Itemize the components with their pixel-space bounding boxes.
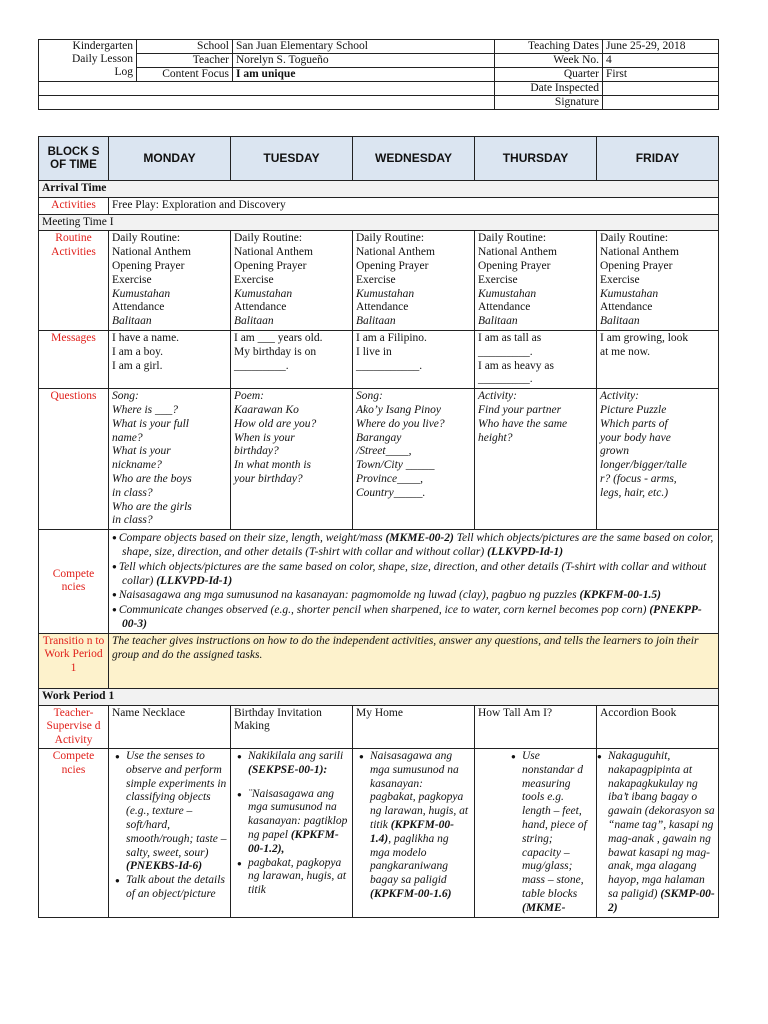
messages-cell-tuesday: I am ___ years old. My birthday is on _________.	[231, 330, 353, 388]
day-header-wednesday: WEDNESDAY	[353, 137, 475, 181]
messages-cell-thursday: I am as tall as _________. I am as heavy as _________.	[475, 330, 597, 388]
routine-cell-friday: Daily Routine: National Anthem Opening Prayer Exercise Kumustahan Attendance Balitaan	[597, 231, 719, 331]
signature-blank	[39, 96, 495, 110]
work-comp-thursday	[475, 749, 597, 918]
teacher-value: Norelyn S. Togueño	[233, 54, 495, 68]
competency-item: ● Naisasagawa ang mga sumusunod na kasanayan: pagmomolde ng luwad (clay), pagbuo ng puzzles (KPKFM-00-1.5)	[112, 588, 715, 603]
tsa-tuesday: Birthday Invitation Making	[231, 705, 353, 749]
tsa-monday: Name Necklace	[109, 705, 231, 749]
teacher-supervised-label: Teacher-Supervise d Activity	[39, 705, 109, 749]
tsa-friday: Accordion Book	[597, 705, 719, 749]
quarter-value: First	[603, 68, 719, 82]
meeting-competencies	[109, 530, 719, 634]
competency-item: ● Use nonstandar d measuring tools e.g. length – feet, hand, piece of string; capacity – mug/glass; mass – stone, table blocks (MKME-	[522, 750, 593, 916]
tsa-thursday: How Tall Am I?	[475, 705, 597, 749]
work-competencies-label: Compete ncies	[39, 749, 109, 918]
meeting-time-heading: Meeting Time I	[39, 214, 719, 231]
routine-cell-tuesday: Daily Routine: National Anthem Opening Prayer Exercise Kumustahan Attendance Balitaan	[231, 231, 353, 331]
day-header-tuesday: TUESDAY	[231, 137, 353, 181]
messages-label: Messages	[39, 330, 109, 388]
competency-item: ● Nakikilala ang sarili (SEKPSE-00-1):	[248, 750, 349, 778]
day-header-monday: MONDAY	[109, 137, 231, 181]
competency-item: ● Naisasagawa ang mga sumusunod na kasanayan: pagbakat, pagkopya ng larawan, hugis, at titik (KPKFM-00-1.4), paglikha ng mga modelo pangkaraniwang bagay sa paligid (KPKFM-00-1.6)	[370, 750, 471, 902]
day-header-thursday: THURSDAY	[475, 137, 597, 181]
content-focus-value: I am unique	[233, 68, 495, 82]
lesson-log-table	[38, 136, 719, 918]
date-inspected-label: Date Inspected	[495, 82, 603, 96]
quarter-label: Quarter	[495, 68, 603, 82]
content-focus-label: Content Focus	[137, 68, 233, 82]
questions-label: Questions	[39, 389, 109, 530]
competency-item: ● Compare objects based on their size, length, weight/mass (MKME-00-2) Tell which objects/pictures are the same based on color, shape, size, direction, and other details (T-shirt with collar and without collar) (LLKVPD-Id-1)	[112, 531, 715, 560]
routine-cell-wednesday: Daily Routine: National Anthem Opening Prayer Exercise Kumustahan Attendance Balitaan	[353, 231, 475, 331]
competency-item: ● Nakaguguhit, nakapagpipinta at nakapagkukulay ng iba’t ibang bagay o gawain (dekorasyon sa “name tag”, kasapi ng mag-anak , gawain ng bawat kasapi ng mag-anak, mga alagang hayop, mga halaman sa paligid) (SKMP-00-2)	[608, 750, 715, 916]
activities-label: Activities	[39, 197, 109, 214]
dll-title: Kindergarten Daily Lesson Log	[39, 40, 137, 82]
header-table	[38, 39, 719, 110]
signature-value	[603, 96, 719, 110]
competency-item: ● Communicate changes observed (e.g., shorter pencil when sharpened, ice to water, corn kernel becomes pop corn) (PNEKPP-00-3)	[112, 603, 715, 632]
inspected-blank	[39, 82, 495, 96]
transition-label: Transitio n to Work Period 1	[39, 633, 109, 688]
blocks-of-time-header: BLOCK S OF TIME	[39, 137, 109, 181]
activities-value: Free Play: Exploration and Discovery	[109, 197, 719, 214]
teaching-dates-label: Teaching Dates	[495, 40, 603, 54]
competency-item: ● pagbakat, pagkopya ng larawan, hugis, at titik	[248, 857, 349, 898]
messages-cell-friday: I am growing, look at me now.	[597, 330, 719, 388]
questions-cell-tuesday: Poem: Kaarawan Ko How old are you? When is your birthday? In what month is your birthday?	[231, 389, 353, 530]
work-comp-friday	[597, 749, 719, 918]
teaching-dates-value: June 25-29, 2018	[603, 40, 719, 54]
competency-item: ● Tell which objects/pictures are the same based on color, shape, size, direction, and other details (T-shirt with collar and without collar) (LLKVPD-Id-1)	[112, 560, 715, 589]
questions-cell-monday: Song: Where is ___? What is your full name? What is your nickname? Who are the boys in class? Who are the girls in class?	[109, 389, 231, 530]
messages-cell-monday: I have a name. I am a boy. I am a girl.	[109, 330, 231, 388]
competency-item: ● ¨Naisasagawa ang mga sumusunod na kasanayan: pagtiklop ng papel (KPKFM-00-1.2),	[248, 788, 349, 857]
routine-cell-thursday: Daily Routine: National Anthem Opening Prayer Exercise Kumustahan Attendance Balitaan	[475, 231, 597, 331]
work-period-heading: Work Period 1	[39, 688, 719, 705]
routine-cell-monday: Daily Routine: National Anthem Opening Prayer Exercise Kumustahan Attendance Balitaan	[109, 231, 231, 331]
week-value: 4	[603, 54, 719, 68]
arrival-time-heading: Arrival Time	[39, 181, 719, 198]
school-value: San Juan Elementary School	[233, 40, 495, 54]
routine-activities-label: Routine Activities	[39, 231, 109, 331]
questions-cell-friday: Activity: Picture Puzzle Which parts of your body have grown longer/bigger/talle r? (focus - arms, legs, hair, etc.)	[597, 389, 719, 530]
questions-cell-wednesday: Song: Ako’y Isang Pinoy Where do you live? Barangay /Street____, Town/City _____ Province____, Country_____.	[353, 389, 475, 530]
work-comp-tuesday	[231, 749, 353, 918]
work-comp-monday	[109, 749, 231, 918]
tsa-wednesday: My Home	[353, 705, 475, 749]
signature-label: Signature	[495, 96, 603, 110]
transition-text: The teacher gives instructions on how to do the independent activities, answer any questions, and tells the learners to join their group and do the assigned tasks.	[109, 633, 719, 688]
questions-cell-thursday: Activity: Find your partner Who have the same height?	[475, 389, 597, 530]
work-comp-wednesday	[353, 749, 475, 918]
day-header-friday: FRIDAY	[597, 137, 719, 181]
competency-item: ● Use the senses to observe and perform simple experiments in classifying objects (e.g., texture – soft/hard, smooth/rough; taste – salty, sweet, sour) (PNEKBS-Id-6)	[126, 750, 227, 874]
teacher-label: Teacher	[137, 54, 233, 68]
date-inspected-value	[603, 82, 719, 96]
week-label: Week No.	[495, 54, 603, 68]
competency-item: ● Talk about the details of an object/picture	[126, 874, 227, 902]
competencies-label: Compete ncies	[39, 530, 109, 634]
school-label: School	[137, 40, 233, 54]
messages-cell-wednesday: I am a Filipino. I live in ___________.	[353, 330, 475, 388]
